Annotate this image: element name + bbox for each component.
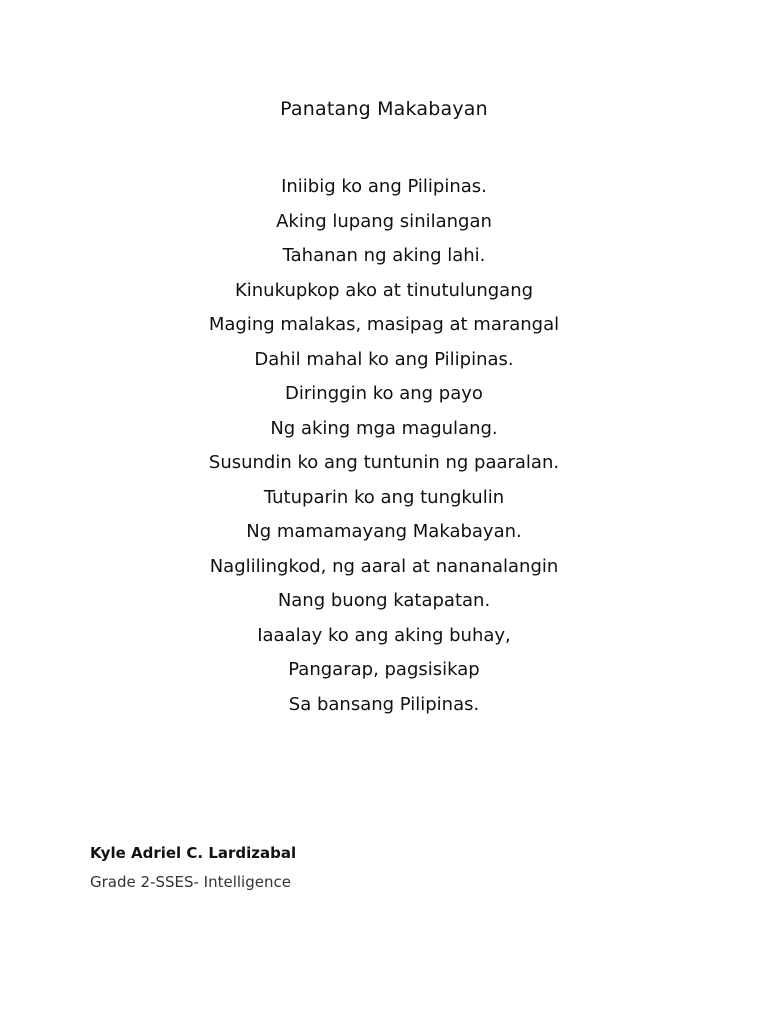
poem-line: Ng aking mga magulang.	[270, 417, 498, 439]
author-name: Kyle Adriel C. Lardizabal	[90, 844, 297, 862]
poem-line: Susundin ko ang tuntunin ng paaralan.	[208, 452, 560, 473]
poem-line: Iaaalay ko ang aking buhay,	[257, 624, 511, 646]
poem-line: Sa bansang Pilipinas.	[288, 693, 480, 715]
poem-body	[0, 170, 768, 722]
poem-line: Nang buong katapatan.	[277, 590, 491, 611]
poem-line: Dahil mahal ko ang Pilipinas.	[254, 348, 514, 370]
poem-line: Naglilingkod, ng aaral at nananalangin	[209, 555, 559, 577]
poem-line: Kinukupkop ako at tinutulungang	[234, 279, 534, 301]
poem-line: Aking lupang sinilangan	[276, 210, 492, 232]
poem-line: Iniibig ko ang Pilipinas.	[281, 176, 487, 197]
poem-line: Maging malakas, masipag at marangal	[208, 314, 560, 335]
poem-line: Diringgin ko ang payo	[285, 383, 483, 404]
poem-title: Panatang Makabayan	[280, 98, 488, 120]
poem-line: Pangarap, pagsisikap	[288, 659, 480, 680]
poem-line: Tutuparin ko ang tungkulin	[263, 486, 505, 508]
poem-line: Ng mamamayang Makabayan.	[246, 521, 522, 542]
poem-line: Tahanan ng aking lahi.	[282, 245, 486, 266]
grade-section: Grade 2-SSES- Intelligence	[90, 873, 291, 891]
